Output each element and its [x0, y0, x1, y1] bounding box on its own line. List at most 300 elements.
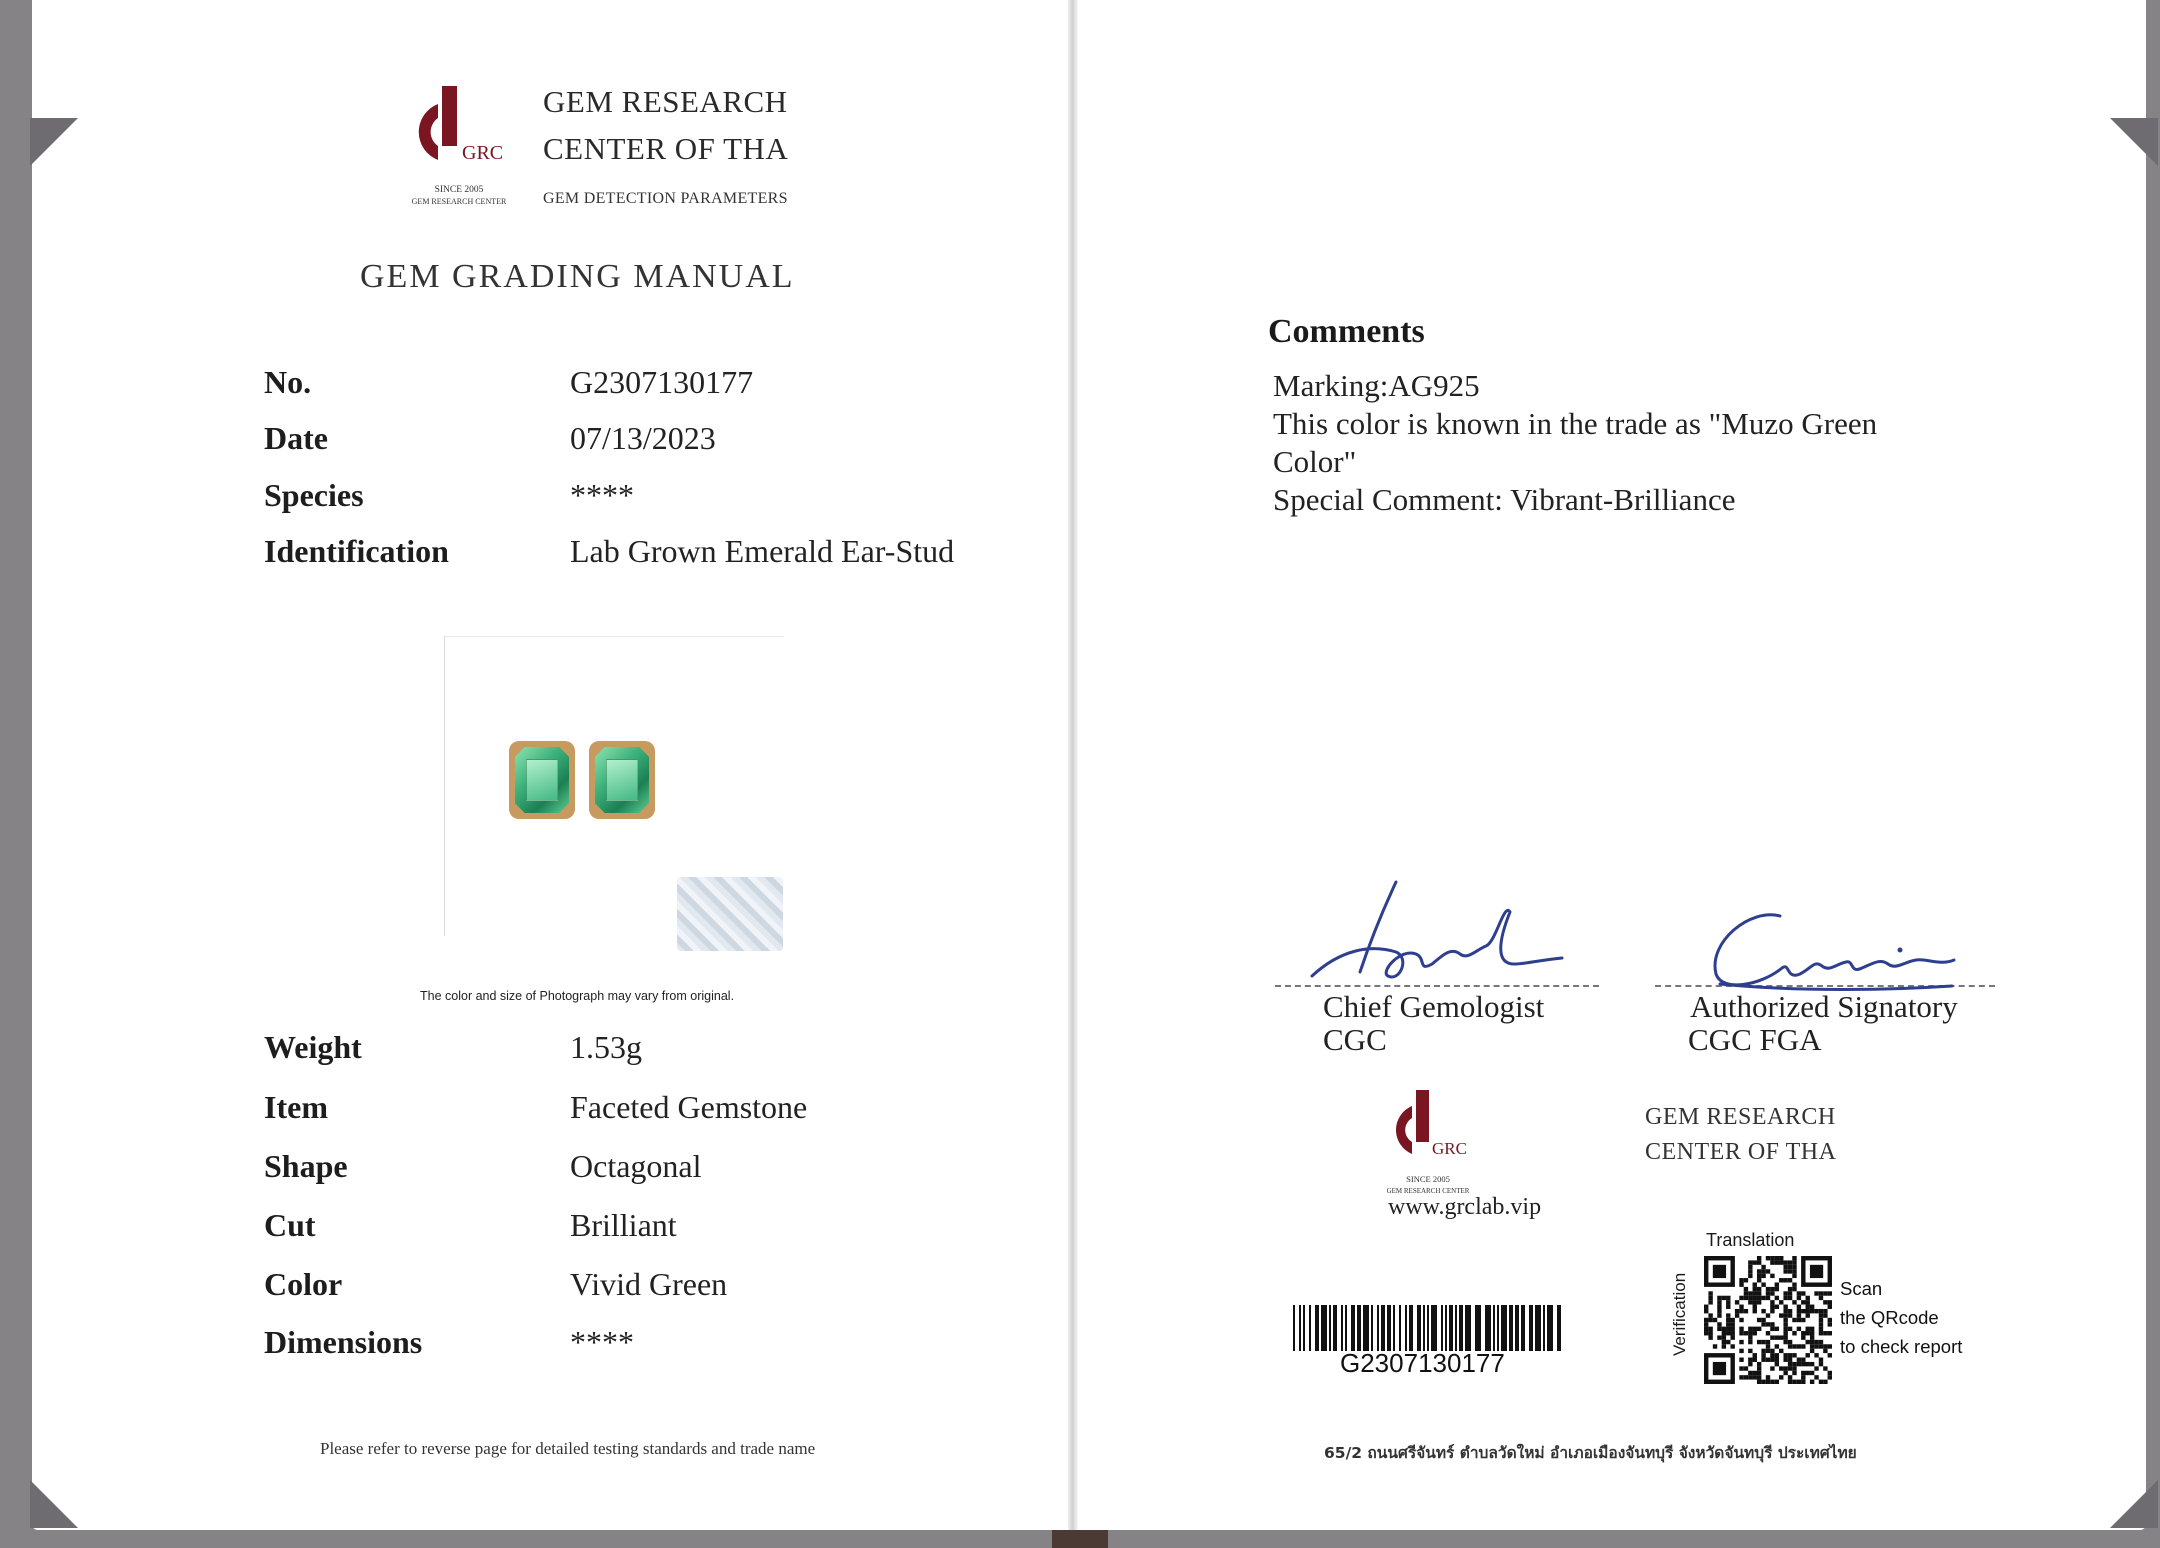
qr-module: [1717, 1309, 1721, 1313]
qr-module: [1797, 1309, 1801, 1313]
field-value-date: 07/13/2023: [570, 420, 716, 456]
qr-module: [1783, 1371, 1787, 1375]
qr-module: [1770, 1327, 1774, 1331]
stamp-org-line1: GEM RESEARCH: [1645, 1104, 1836, 1130]
comment-line-trade-color-cont: Color": [1273, 444, 1357, 479]
qr-module: [1770, 1309, 1774, 1313]
stamp-since-text: SINCE 2005: [1406, 1174, 1450, 1184]
qr-module: [1788, 1278, 1792, 1282]
field-label-color: Color: [264, 1266, 343, 1302]
qr-module: [1788, 1366, 1792, 1370]
qr-module: [1761, 1380, 1765, 1384]
qr-note-line3: to check report: [1840, 1336, 1963, 1357]
qr-module: [1797, 1296, 1801, 1300]
qr-module: [1779, 1313, 1783, 1317]
barcode-bar: [1357, 1305, 1361, 1351]
qr-module: [1814, 1309, 1818, 1313]
qr-module: [1783, 1358, 1787, 1362]
qr-module: [1775, 1256, 1779, 1260]
qr-module: [1814, 1340, 1818, 1344]
qr-module: [1783, 1366, 1787, 1370]
barcode-bar: [1441, 1305, 1443, 1351]
qr-module: [1828, 1375, 1832, 1379]
qr-module: [1775, 1380, 1779, 1384]
qr-module: [1730, 1331, 1734, 1335]
barcode-bar: [1445, 1305, 1447, 1351]
qr-module: [1766, 1358, 1770, 1362]
qr-module: [1770, 1322, 1774, 1326]
barcode-bar: [1393, 1305, 1395, 1351]
qr-module: [1726, 1305, 1730, 1309]
qr-module: [1801, 1380, 1805, 1384]
qr-module: [1761, 1265, 1765, 1269]
qr-module: [1788, 1327, 1792, 1331]
qr-module: [1770, 1291, 1774, 1295]
qr-module: [1748, 1327, 1752, 1331]
qr-module: [1788, 1269, 1792, 1273]
qr-finder-inner: [1810, 1265, 1823, 1278]
qr-module: [1717, 1322, 1721, 1326]
qr-module: [1788, 1375, 1792, 1379]
qr-module: [1783, 1278, 1787, 1282]
qr-module: [1797, 1305, 1801, 1309]
qr-module: [1788, 1344, 1792, 1348]
qr-module: [1770, 1353, 1774, 1357]
barcode-bar: [1475, 1305, 1481, 1351]
qr-module: [1819, 1327, 1823, 1331]
qr-module: [1801, 1291, 1805, 1295]
qr-module: [1761, 1274, 1765, 1278]
qr-module: [1770, 1305, 1774, 1309]
qr-module: [1748, 1335, 1752, 1339]
qr-module: [1810, 1305, 1814, 1309]
qr-module: [1730, 1327, 1734, 1331]
qr-module: [1726, 1318, 1730, 1322]
emerald-stud-right: [589, 741, 655, 819]
qr-module: [1757, 1291, 1761, 1295]
qr-module: [1753, 1375, 1757, 1379]
field-label-dimensions: Dimensions: [264, 1324, 423, 1360]
qr-module: [1779, 1335, 1783, 1339]
qr-module: [1761, 1269, 1765, 1273]
qr-module: [1766, 1287, 1770, 1291]
qr-module: [1722, 1335, 1726, 1339]
field-label-shape: Shape: [264, 1148, 348, 1184]
field-label-species: Species: [264, 477, 364, 513]
qr-module: [1792, 1344, 1796, 1348]
qr-module: [1828, 1353, 1832, 1357]
qr-module: [1726, 1313, 1730, 1317]
right-page: [1074, 0, 2146, 1530]
barcode-bar: [1371, 1305, 1373, 1351]
qr-module: [1792, 1318, 1796, 1322]
qr-module: [1744, 1309, 1748, 1313]
qr-module: [1779, 1256, 1783, 1260]
qr-module: [1744, 1291, 1748, 1295]
qr-module: [1823, 1366, 1827, 1370]
qr-module: [1717, 1305, 1721, 1309]
qr-module: [1801, 1362, 1805, 1366]
stamp-grc-text: GRC: [1432, 1139, 1467, 1158]
barcode-bar: [1547, 1305, 1553, 1351]
field-label-weight: Weight: [264, 1029, 362, 1065]
qr-module: [1828, 1322, 1832, 1326]
qr-module: [1828, 1300, 1832, 1304]
qr-module: [1788, 1296, 1792, 1300]
qr-module: [1753, 1353, 1757, 1357]
qr-module: [1753, 1327, 1757, 1331]
qr-module: [1748, 1349, 1752, 1353]
qr-title: Translation: [1706, 1230, 1795, 1250]
qr-module: [1761, 1358, 1765, 1362]
qr-module: [1744, 1296, 1748, 1300]
qr-module: [1823, 1291, 1827, 1295]
qr-module: [1722, 1344, 1726, 1348]
qr-module: [1819, 1380, 1823, 1384]
qr-module: [1744, 1366, 1748, 1370]
qr-module: [1828, 1344, 1832, 1348]
qr-module: [1766, 1349, 1770, 1353]
qr-module: [1766, 1375, 1770, 1379]
qr-module: [1726, 1300, 1730, 1304]
field-label-date: Date: [264, 420, 328, 456]
qr-module: [1708, 1291, 1712, 1295]
qr-module: [1801, 1375, 1805, 1379]
barcode-bar: [1493, 1305, 1495, 1351]
barcode-bar: [1345, 1305, 1347, 1351]
barcode-bar: [1521, 1305, 1525, 1351]
qr-module: [1753, 1260, 1757, 1264]
qr-module: [1704, 1327, 1708, 1331]
qr-module: [1801, 1371, 1805, 1375]
qr-module: [1814, 1291, 1818, 1295]
qr-module: [1704, 1322, 1708, 1326]
qr-module: [1819, 1296, 1823, 1300]
grc-stamp-logo: [1378, 1088, 1478, 1198]
signatory-right-credential: CGC FGA: [1688, 1022, 1822, 1057]
page-fold: [1068, 0, 1078, 1530]
qr-module: [1748, 1260, 1752, 1264]
barcode-bar: [1427, 1305, 1429, 1351]
field-label-cut: Cut: [264, 1207, 316, 1243]
qr-module: [1761, 1349, 1765, 1353]
gem-photo: [444, 636, 784, 936]
qr-module: [1766, 1313, 1770, 1317]
qr-module: [1766, 1340, 1770, 1344]
qr-module: [1806, 1313, 1810, 1317]
qr-module: [1708, 1296, 1712, 1300]
qr-module: [1761, 1353, 1765, 1357]
signatory-left-title: Chief Gemologist: [1323, 989, 1545, 1024]
qr-module: [1748, 1331, 1752, 1335]
qr-module: [1801, 1309, 1805, 1313]
qr-module: [1748, 1340, 1752, 1344]
qr-module: [1717, 1296, 1721, 1300]
barcode-bar: [1315, 1305, 1319, 1351]
qr-module: [1792, 1287, 1796, 1291]
qr-module: [1814, 1366, 1818, 1370]
qr-module: [1739, 1331, 1743, 1335]
qr-module: [1792, 1353, 1796, 1357]
qr-module: [1708, 1335, 1712, 1339]
qr-module: [1797, 1380, 1801, 1384]
qr-module: [1788, 1260, 1792, 1264]
qr-module: [1770, 1335, 1774, 1339]
barcode-bar: [1387, 1305, 1391, 1351]
qr-module: [1739, 1296, 1743, 1300]
barcode-bar: [1409, 1305, 1413, 1351]
qr-module: [1713, 1344, 1717, 1348]
qr-module: [1806, 1331, 1810, 1335]
qr-module: [1757, 1366, 1761, 1370]
qr-module: [1814, 1344, 1818, 1348]
qr-module: [1810, 1380, 1814, 1384]
qr-module: [1788, 1353, 1792, 1357]
qr-module: [1753, 1300, 1757, 1304]
qr-module: [1735, 1309, 1739, 1313]
qr-module: [1730, 1322, 1734, 1326]
qr-module: [1730, 1344, 1734, 1348]
qr-module: [1761, 1340, 1765, 1344]
qr-module: [1739, 1309, 1743, 1313]
qr-module: [1783, 1309, 1787, 1313]
qr-module: [1770, 1256, 1774, 1260]
logo-sub-text: GEM RESEARCH CENTER: [411, 197, 507, 206]
qr-module: [1783, 1305, 1787, 1309]
barcode-bar: [1543, 1305, 1545, 1351]
qr-module: [1739, 1349, 1743, 1353]
qr-module: [1753, 1296, 1757, 1300]
qr-module: [1753, 1358, 1757, 1362]
qr-module: [1779, 1260, 1783, 1264]
qr-module: [1753, 1287, 1757, 1291]
barcode-bar: [1501, 1305, 1507, 1351]
qr-module: [1819, 1322, 1823, 1326]
comment-line-marking: Marking:AG925: [1273, 368, 1480, 403]
qr-module: [1770, 1380, 1774, 1384]
qr-module: [1783, 1313, 1787, 1317]
qr-module: [1704, 1331, 1708, 1335]
qr-module: [1828, 1331, 1832, 1335]
qr-module: [1770, 1274, 1774, 1278]
qr-module: [1819, 1331, 1823, 1335]
qr-module: [1783, 1331, 1787, 1335]
qr-module: [1823, 1380, 1827, 1384]
qr-side-label: Verification: [1670, 1272, 1689, 1356]
barcode-bar: [1465, 1305, 1471, 1351]
qr-module: [1770, 1260, 1774, 1264]
qr-finder-inner: [1713, 1362, 1726, 1375]
qr-module: [1757, 1362, 1761, 1366]
barcode-bar: [1293, 1305, 1295, 1351]
qr-module: [1744, 1287, 1748, 1291]
qr-module: [1792, 1366, 1796, 1370]
qr-module: [1783, 1335, 1787, 1339]
barcode-bar: [1423, 1305, 1425, 1351]
qr-module: [1761, 1318, 1765, 1322]
qr-module: [1792, 1256, 1796, 1260]
qr-module: [1704, 1309, 1708, 1313]
qr-module: [1766, 1331, 1770, 1335]
qr-module: [1814, 1375, 1818, 1379]
barcode-bar: [1529, 1305, 1533, 1351]
qr-module: [1761, 1296, 1765, 1300]
qr-module: [1726, 1296, 1730, 1300]
field-value-species: ****: [570, 477, 634, 513]
qr-module: [1748, 1274, 1752, 1278]
qr-module: [1753, 1371, 1757, 1375]
grc-logo-icon: [400, 86, 518, 216]
field-value-dimensions: ****: [570, 1324, 634, 1360]
qr-module: [1819, 1313, 1823, 1317]
barcode-bar: [1363, 1305, 1369, 1351]
qr-module: [1766, 1269, 1770, 1273]
qr-module: [1819, 1362, 1823, 1366]
qr-module: [1806, 1327, 1810, 1331]
qr-module: [1739, 1282, 1743, 1286]
qr-module: [1757, 1300, 1761, 1304]
qr-module: [1775, 1353, 1779, 1357]
qr-module: [1806, 1362, 1810, 1366]
qr-module: [1722, 1296, 1726, 1300]
qr-note-line1: Scan: [1840, 1278, 1883, 1299]
qr-module: [1783, 1291, 1787, 1295]
barcode-bar: [1303, 1305, 1305, 1351]
barcode-bar: [1459, 1305, 1463, 1351]
qr-module: [1783, 1296, 1787, 1300]
qr-module: [1814, 1353, 1818, 1357]
field-label-identification: Identification: [264, 533, 449, 569]
lab-address: 65/2 ถนนศรีจันทร์ ตำบลวัดใหม่ อำเภอเมืองจันทบุรี จังหวัดจันทบุรี ประเทศไทย: [1324, 1444, 1857, 1462]
qr-module: [1770, 1287, 1774, 1291]
signatory-left-credential: CGC: [1323, 1022, 1387, 1057]
qr-module: [1730, 1335, 1734, 1339]
chief-gemologist-signature: [1300, 872, 1580, 992]
qr-module: [1708, 1300, 1712, 1304]
qr-module: [1792, 1331, 1796, 1335]
qr-module: [1792, 1362, 1796, 1366]
qr-module: [1770, 1300, 1774, 1304]
qr-module: [1753, 1305, 1757, 1309]
barcode-bar: [1321, 1305, 1327, 1351]
qr-module: [1806, 1371, 1810, 1375]
logo-since-text: SINCE 2005: [434, 185, 484, 195]
qr-module: [1748, 1358, 1752, 1362]
qr-module: [1753, 1291, 1757, 1295]
barcode-bar: [1377, 1305, 1379, 1351]
qr-module: [1806, 1296, 1810, 1300]
qr-module: [1770, 1349, 1774, 1353]
photo-caption: The color and size of Photograph may vary from original.: [420, 989, 735, 1003]
qr-module: [1766, 1322, 1770, 1326]
qr-module: [1726, 1331, 1730, 1335]
qr-module: [1783, 1353, 1787, 1357]
qr-module: [1783, 1318, 1787, 1322]
qr-module: [1819, 1318, 1823, 1322]
qr-module: [1748, 1269, 1752, 1273]
qr-module: [1757, 1371, 1761, 1375]
qr-module: [1761, 1282, 1765, 1286]
qr-module: [1810, 1362, 1814, 1366]
field-value-cut: Brilliant: [570, 1207, 677, 1243]
signatory-right-title: Authorized Signatory: [1690, 989, 1958, 1024]
qr-module: [1766, 1296, 1770, 1300]
qr-module: [1810, 1344, 1814, 1348]
qr-module: [1792, 1274, 1796, 1278]
barcode-bar: [1449, 1305, 1453, 1351]
qr-module: [1819, 1344, 1823, 1348]
qr-module: [1806, 1305, 1810, 1309]
qr-module: [1748, 1371, 1752, 1375]
qr-module: [1797, 1362, 1801, 1366]
qr-module: [1810, 1331, 1814, 1335]
qr-module: [1779, 1300, 1783, 1304]
field-value-item: Faceted Gemstone: [570, 1089, 808, 1125]
qr-module: [1722, 1331, 1726, 1335]
qr-module: [1744, 1278, 1748, 1282]
qr-module: [1775, 1305, 1779, 1309]
barcode-bar: [1405, 1305, 1407, 1351]
qr-module: [1730, 1318, 1734, 1322]
qr-module: [1779, 1278, 1783, 1282]
qr-module: [1828, 1305, 1832, 1309]
qr-module: [1739, 1340, 1743, 1344]
field-value-identification: Lab Grown Emerald Ear-Stud: [570, 533, 955, 569]
qr-module: [1801, 1344, 1805, 1348]
qr-module: [1797, 1318, 1801, 1322]
qr-module: [1717, 1300, 1721, 1304]
qr-module: [1748, 1291, 1752, 1295]
qr-module: [1828, 1318, 1832, 1322]
comments-title: Comments: [1268, 313, 1425, 350]
stamp-sub-text: GEM RESEARCH CENTER: [1386, 1187, 1470, 1195]
report-barcode: [1293, 1305, 1569, 1351]
qr-module: [1806, 1309, 1810, 1313]
qr-module: [1775, 1260, 1779, 1264]
qr-module: [1783, 1269, 1787, 1273]
barcode-bar: [1399, 1305, 1401, 1351]
org-subtitle: GEM DETECTION PARAMETERS: [543, 190, 788, 207]
qr-module: [1783, 1322, 1787, 1326]
qr-module: [1766, 1380, 1770, 1384]
barcode-bar: [1431, 1305, 1437, 1351]
qr-module: [1775, 1335, 1779, 1339]
qr-module: [1783, 1260, 1787, 1264]
qr-module: [1792, 1371, 1796, 1375]
barcode-number: G2307130177: [1340, 1348, 1505, 1378]
qr-module: [1788, 1309, 1792, 1313]
barcode-bar: [1351, 1305, 1355, 1351]
qr-module: [1810, 1340, 1814, 1344]
qr-module: [1783, 1265, 1787, 1269]
qr-module: [1704, 1305, 1708, 1309]
qr-module: [1788, 1380, 1792, 1384]
website-link[interactable]: www.grclab.vip: [1388, 1194, 1542, 1220]
qr-module: [1801, 1300, 1805, 1304]
qr-module: [1739, 1318, 1743, 1322]
qr-module: [1761, 1322, 1765, 1326]
barcode-bar: [1515, 1305, 1519, 1351]
qr-module: [1797, 1313, 1801, 1317]
barcode-bar: [1497, 1305, 1499, 1351]
qr-module: [1748, 1362, 1752, 1366]
verification-qr-code[interactable]: [1704, 1256, 1832, 1384]
qr-module: [1757, 1287, 1761, 1291]
qr-module: [1779, 1366, 1783, 1370]
authorized-signatory-signature: [1690, 902, 1970, 1002]
emerald-stud-left: [509, 741, 575, 819]
qr-module: [1823, 1309, 1827, 1313]
